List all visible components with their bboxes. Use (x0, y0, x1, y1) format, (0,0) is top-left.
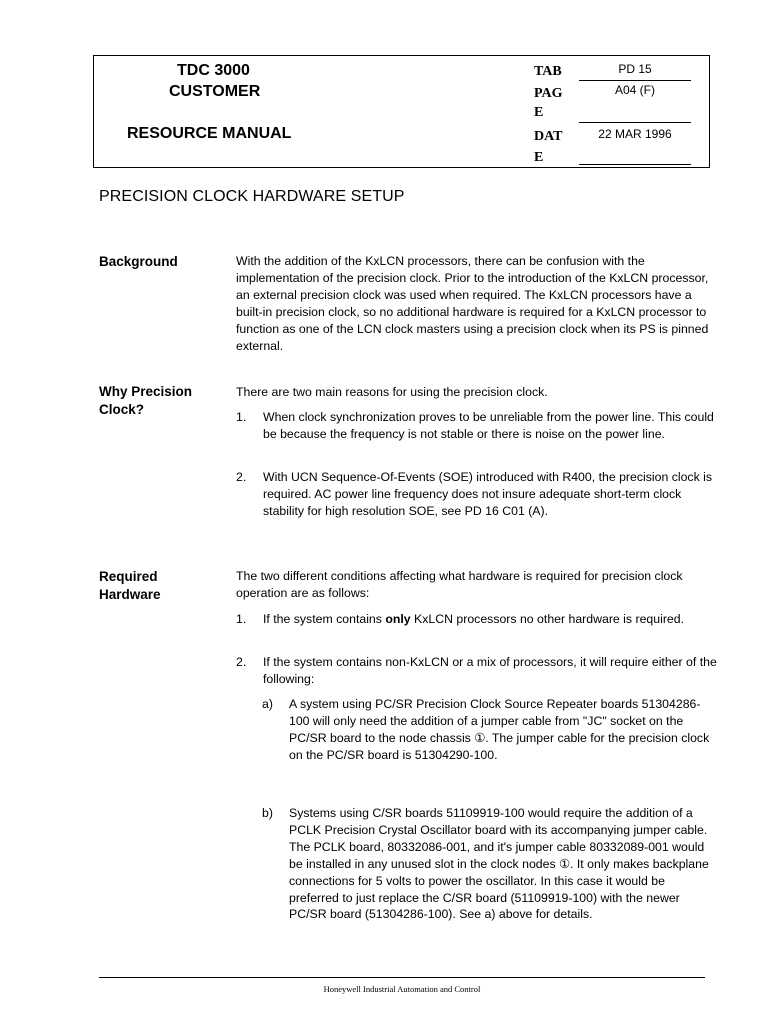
section-label-why-line2: Clock? (99, 402, 145, 417)
header-title-line2: CUSTOMER (169, 83, 261, 100)
sub-list-text: Systems using C/SR boards 51109919-100 would require the addition of a PCLK Precision Crystal Oscillator board with its accompanying jumper cable. The PCLK board, 80332086-001, and it's jumper cable 80332089-001 would be installed in any unused slot in the clock nodes ①. It only makes backplane connections for 5 volts to power the oscillator. In this case it would be preferred to just replace the C/SR board (51109919-100) with the newer PC/SR board (51304286-100). See a) above for details. (289, 806, 709, 922)
meta-rule (579, 164, 691, 165)
footer-text: Honeywell Industrial Automation and Control (323, 984, 481, 994)
meta-label-page-a: PAG (534, 86, 563, 101)
list-text: When clock synchronization proves to be unreliable from the power line. This could be because the frequency is not stable or there is noise on the power line. (263, 410, 714, 441)
meta-value-date: 22 MAR 1996 (598, 127, 672, 141)
list-number: 2. (236, 655, 247, 669)
list-number: 2. (236, 470, 247, 484)
header-title-block (94, 56, 514, 167)
sub-list-letter: a) (262, 697, 273, 711)
section-label-why-line1: Why Precision (99, 384, 193, 399)
sub-list-text: A system using PC/SR Precision Clock Source Repeater boards 51304286-100 will only need the addition of a jumper cable from "JC" socket on the PC/SR board to the node chassis ①. The jumper cable for the precision clock on the PC/SR board is 51304290-100. (289, 697, 710, 762)
list-text: With UCN Sequence-Of-Events (SOE) introduced with R400, the precision clock is required. AC power line frequency does not insure adequate short-term clock stability for high resolution SOE, see PD 16 C01 (A). (263, 470, 713, 518)
footer-rule (99, 977, 705, 978)
meta-label-date-b: E (534, 150, 544, 165)
meta-label-tab: TAB (534, 64, 562, 79)
meta-rule (579, 80, 691, 81)
list-text: If the system contains non-KxLCN or a mix of processors, it will require either of the following: (263, 655, 717, 686)
section-label-required-line2: Hardware (99, 587, 161, 602)
why-intro: There are two main reasons for using the precision clock. (236, 385, 548, 399)
page-title: PRECISION CLOCK HARDWARE SETUP (99, 188, 405, 205)
header-title-line1: TDC 3000 (177, 62, 250, 79)
section-label-background: Background (99, 254, 178, 269)
meta-value-page: A04 (F) (614, 83, 655, 97)
meta-label-page-b: E (534, 105, 544, 120)
sub-list-letter: b) (262, 806, 273, 820)
header-title-line3: RESOURCE MANUAL (127, 125, 292, 142)
meta-rule (579, 122, 691, 123)
list-number: 1. (236, 612, 247, 626)
meta-label-date-a: DAT (534, 129, 563, 144)
list-number: 1. (236, 410, 247, 424)
required-intro: The two different conditions affecting what hardware is required for precision clock operation are as follows: (236, 569, 683, 600)
list-text-emphasis: only (385, 612, 411, 626)
list-text-post: KxLCN processors no other hardware is required. (410, 612, 685, 626)
list-text-pre: If the system contains (263, 612, 386, 626)
meta-value-tab: PD 15 (618, 62, 652, 76)
section-label-required-line1: Required (99, 569, 158, 584)
header-box (93, 55, 710, 168)
list-text (263, 611, 718, 628)
background-text: With the addition of the KxLCN processors, there can be confusion with the implementation of the precision clock. Prior to the introduction of the KxLCN processor, an external precision clock was used when required. The KxLCN processors have a built-in precision clock, so no additional hardware is required for a KxLCN processor to function as one of the LCN clock masters using a precision clock when its PS is pinned external. (236, 254, 709, 353)
